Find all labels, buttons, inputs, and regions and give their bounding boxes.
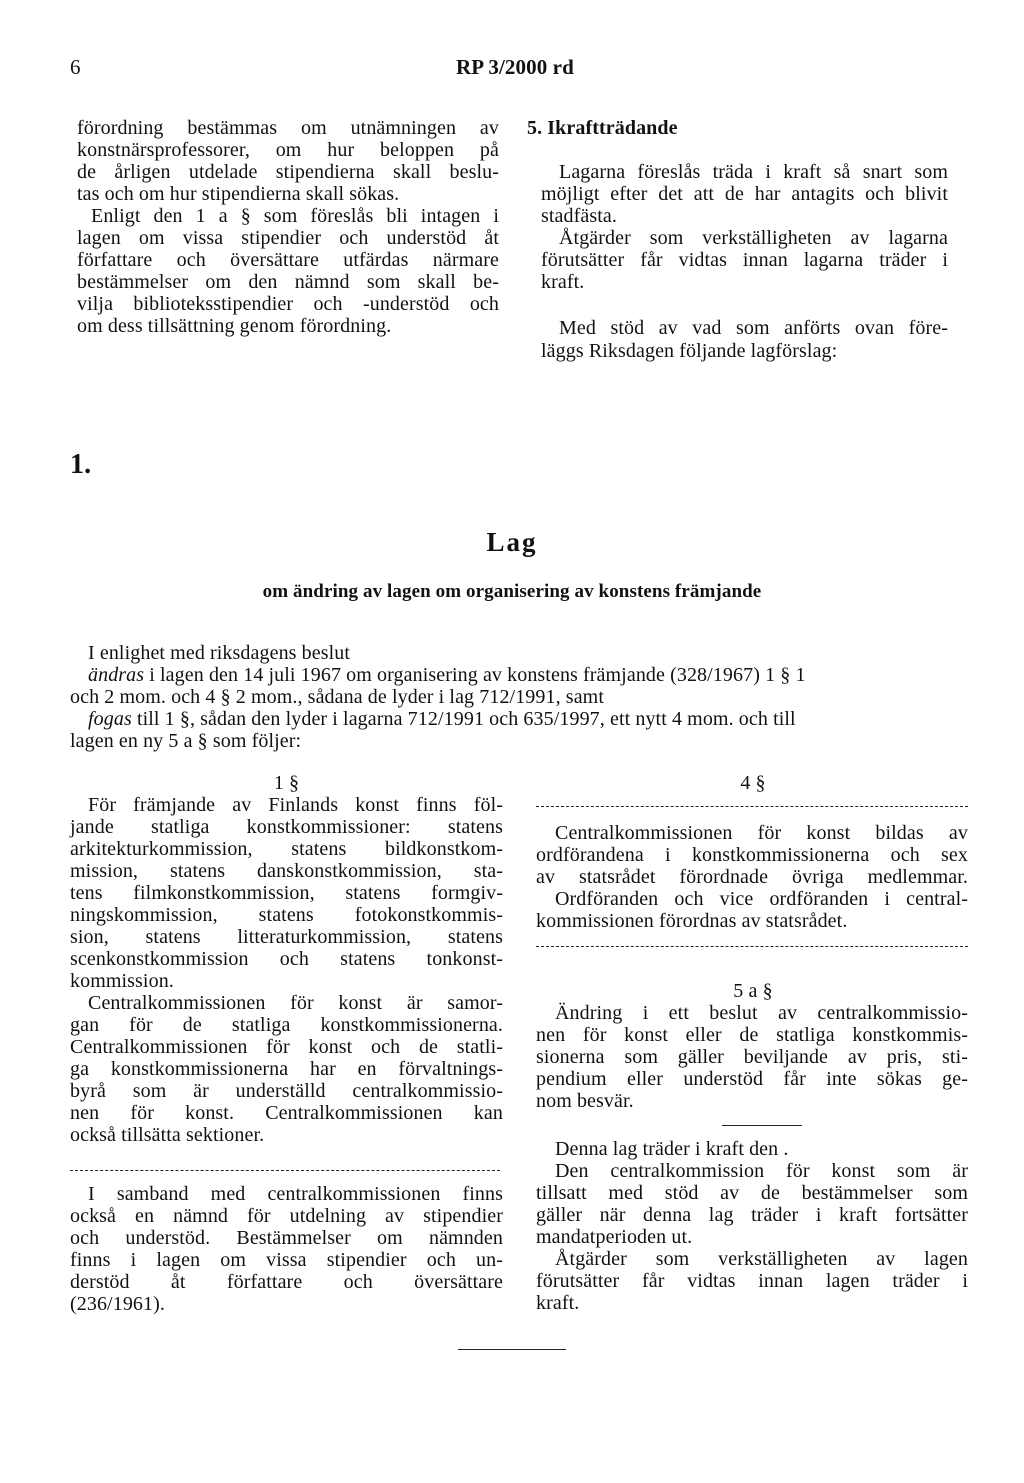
law-number: 1. <box>70 449 92 480</box>
text-line: Med stöd av vad som anförts ovan före- <box>559 317 948 339</box>
text-line: Den centralkommission för konst som är <box>555 1160 968 1182</box>
text-line: derstöd åt författare och översättare <box>70 1271 503 1293</box>
text-line: Centralkommissionen för konst är samor- <box>88 992 503 1014</box>
text-line: ningskommission, statens fotokonstkommis- <box>70 904 503 926</box>
text-line: bestämmelser om den nämnd som skall be- <box>77 271 499 293</box>
text-line: läggs Riksdagen följande lagförslag: <box>541 340 838 362</box>
text-line: sion, statens litteraturkommission, statens <box>70 926 503 948</box>
text-line: byrå som är underställd centralkommissio- <box>70 1080 503 1102</box>
text-line: (236/1961). <box>70 1293 165 1315</box>
omission-dashes <box>70 1170 500 1171</box>
text-line: tas och om hur stipendierna skall sökas. <box>77 183 400 205</box>
text-line: Centralkommissionen för konst bildas av <box>555 822 968 844</box>
text-line: tillsatt med stöd av de bestämmelser som <box>536 1182 968 1204</box>
text-line: kraft. <box>541 271 585 293</box>
text-line: kommissionen förordnas av statsrådet. <box>536 910 848 932</box>
text-line: kommission. <box>70 970 174 992</box>
text-line: finns i lagen om vissa stipendier och un- <box>70 1249 503 1271</box>
text-line: ordförandena i konstkommissionerna och sex <box>536 844 968 866</box>
end-rule <box>458 1349 566 1350</box>
text-line: förutsätter får vidtas innan lagarna träder i <box>541 249 948 271</box>
text-line: förutsätter får vidtas innan lagen träder i <box>536 1270 968 1292</box>
text-line <box>88 708 968 730</box>
emphasis: ändras <box>88 664 145 686</box>
text-line: lagen en ny 5 a § som följer: <box>70 730 302 752</box>
text-line: författare och översättare utfärdas närmare <box>77 249 499 271</box>
text-line: Åtgärder som verkställigheten av lagen <box>555 1248 968 1270</box>
text-line: arkitekturkommission, statens bildkonstkom- <box>70 838 503 860</box>
text-line: nen för konst eller de statliga konstkommis- <box>536 1024 968 1046</box>
text-line <box>88 664 968 686</box>
text-line: För främjande av Finlands konst finns föl- <box>88 794 503 816</box>
text-line: stadfästa. <box>541 205 617 227</box>
text-line: vilja biblioteksstipendier och -understöd och <box>77 293 499 315</box>
page-number: 6 <box>70 55 81 79</box>
text-line: konstnärsprofessorer, om hur beloppen på <box>77 139 499 161</box>
text-line: förordning bestämmas om utnämningen av <box>77 117 499 139</box>
text-line: sionerna som gäller beviljande av pris, sti- <box>536 1046 968 1068</box>
text-fragment: till 1 §, sådan den lyder i lagarna 712/1991 och 635/1997, ett nytt 4 mom. och till <box>131 708 796 730</box>
text-line: Denna lag träder i kraft den . <box>555 1138 789 1160</box>
text-line: av statsrådet förordnade övriga medlemmar. <box>536 866 968 888</box>
text-line: också tillsätta sektioner. <box>70 1124 265 1146</box>
text-line: gan för de statliga konstkommissionerna. <box>70 1014 503 1036</box>
section-heading: 1 § <box>273 772 300 794</box>
law-subtitle: om ändring av lagen om organisering av konstens främjande <box>262 581 762 602</box>
text-line: I enlighet med riksdagens beslut <box>88 642 351 664</box>
text-line: mandatperioden ut. <box>536 1226 693 1248</box>
text-line: Ordföranden och vice ordföranden i central- <box>555 888 968 910</box>
text-line: möjligt efter det att de har antagits och blivit <box>541 183 948 205</box>
section-heading: 5. Ikraftträdande <box>527 117 678 139</box>
emphasis: fogas <box>88 708 132 730</box>
separator-rule <box>722 1125 802 1126</box>
text-line: Lagarna föreslås träda i kraft så snart som <box>559 161 948 183</box>
text-line: och 2 mom. och 4 § 2 mom., sådana de lyder i lag 712/1991, samt <box>70 686 604 708</box>
text-line: gäller när denna lag träder i kraft fortsätter <box>536 1204 968 1226</box>
text-line: mission, statens danskonstkommission, sta- <box>70 860 503 882</box>
text-line: kraft. <box>536 1292 580 1314</box>
law-title: Lag <box>486 527 538 557</box>
text-line: också en nämnd för utdelning av stipendier <box>70 1205 503 1227</box>
text-line: om dess tillsättning genom förordning. <box>77 315 392 337</box>
text-line: I samband med centralkommissionen finns <box>88 1183 503 1205</box>
text-line: jande statliga konstkommissioner: statens <box>70 816 503 838</box>
text-line: tens filmkonstkommission, statens formgiv- <box>70 882 503 904</box>
text-line: nen för konst. Centralkommissionen kan <box>70 1102 503 1124</box>
omission-dashes <box>536 946 968 947</box>
text-fragment: i lagen den 14 juli 1967 om organisering av konstens främjande (328/1967) 1 § 1 <box>144 664 806 686</box>
text-line: pendium eller understöd får inte sökas ge- <box>536 1068 968 1090</box>
text-line: och understöd. Bestämmelser om nämnden <box>70 1227 503 1249</box>
section-heading: 4 § <box>740 772 766 794</box>
text-line: lagen om vissa stipendier och understöd åt <box>77 227 499 249</box>
text-line: nom besvär. <box>536 1090 634 1112</box>
text-line: scenkonstkommission och statens tonkonst- <box>70 948 503 970</box>
text-line: Åtgärder som verkställigheten av lagarna <box>559 227 948 249</box>
document-id: RP 3/2000 rd <box>456 55 574 79</box>
omission-dashes <box>536 806 968 807</box>
text-line: ga konstkommissionerna har en förvaltnings- <box>70 1058 503 1080</box>
text-line: de årligen utdelade stipendierna skall beslu- <box>77 161 499 183</box>
text-line: Ändring i ett beslut av centralkommissio- <box>555 1002 968 1024</box>
text-line: Enligt den 1 a § som föreslås bli intagen i <box>91 205 499 227</box>
section-heading: 5 a § <box>733 980 773 1002</box>
text-line: Centralkommissionen för konst och de statli- <box>70 1036 503 1058</box>
